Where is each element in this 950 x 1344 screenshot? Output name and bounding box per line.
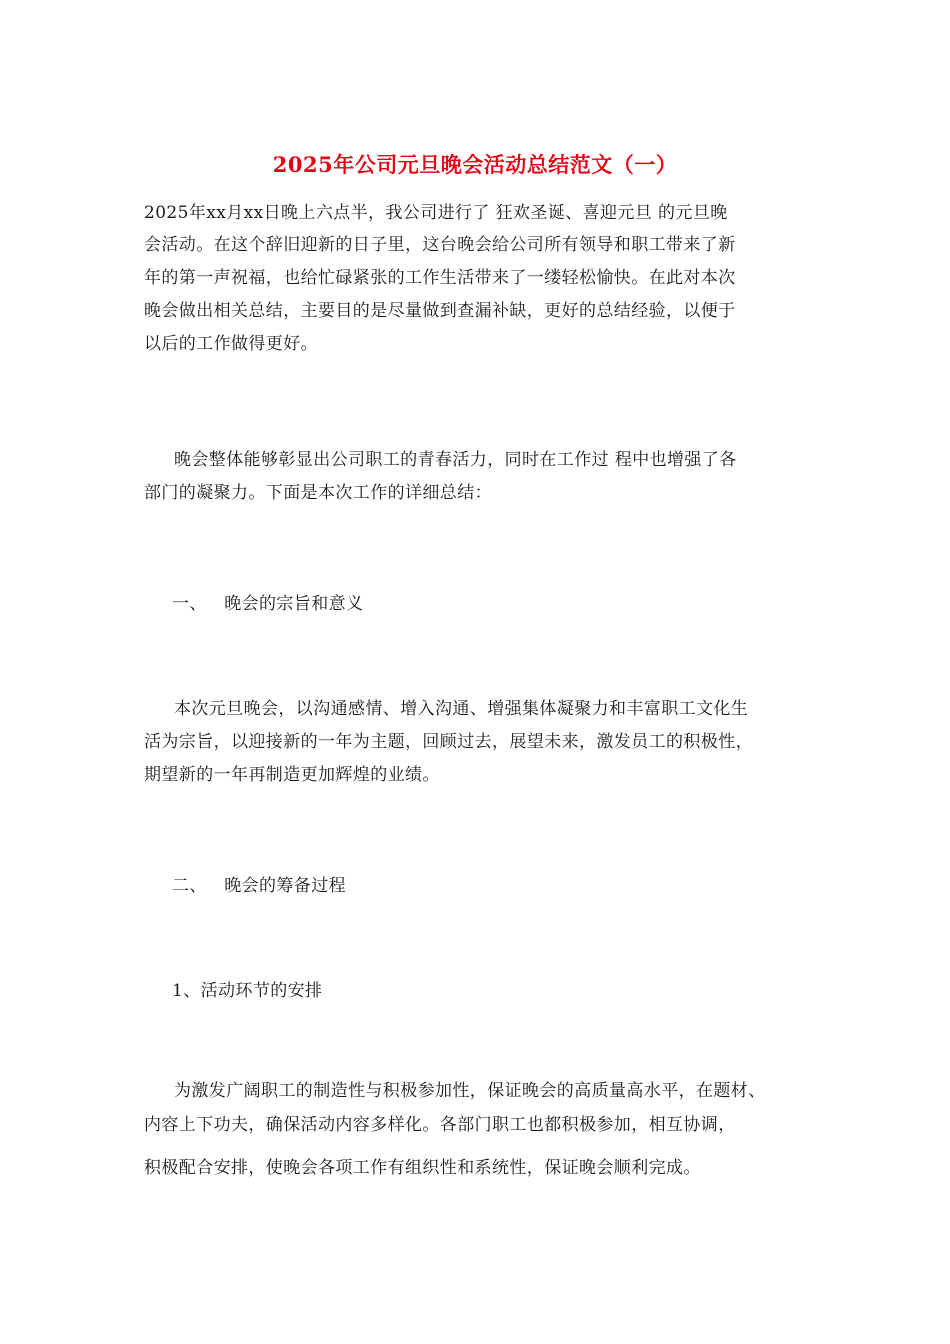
intro-line: 晚会做出相关总结，主要目的是尽量做到查漏补缺，更好的总结经验，以便于 (144, 301, 736, 321)
subsection1-line: 为激发广阔职工的制造性与积极参加性，保证晚会的高质量高水平，在题材、 (174, 1081, 766, 1101)
section1-heading: 一、 晚会的宗旨和意义 (172, 594, 364, 614)
intro-line: 以后的工作做得更好。 (144, 334, 318, 354)
section2-heading: 二、 晚会的筹备过程 (172, 876, 347, 896)
overview-line: 部门的凝聚力。下面是本次工作的详细总结： (144, 483, 492, 503)
intro-line: 2025年xx月xx日晚上六点半，我公司进行了 狂欢圣诞、喜迎元旦 的元旦晚 (144, 203, 728, 223)
document-title: 2025年公司元旦晚会活动总结范文（一） (272, 152, 678, 177)
subsection1-line: 积极配合安排，使晚会各项工作有组织性和系统性，保证晚会顺利完成。 (144, 1158, 701, 1178)
section1-line: 期望新的一年再制造更加辉煌的业绩。 (144, 765, 440, 785)
overview-line: 晚会整体能够彰显出公司职工的青春活力，同时在工作过 程中也增强了各 (174, 450, 737, 470)
subsection1-line: 内容上下功夫，确保活动内容多样化。各部门职工也都积极参加，相互协调， (144, 1115, 736, 1135)
intro-line: 年的第一声祝福，也给忙碌紧张的工作生活带来了一缕轻松愉快。在此对本次 (144, 268, 736, 288)
subsection1-heading: 1、活动环节的安排 (172, 981, 323, 1001)
section1-line: 本次元旦晚会，以沟通感情、增入沟通、增强集体凝聚力和丰富职工文化生 (174, 699, 749, 719)
intro-line: 会活动。在这个辞旧迎新的日子里，这台晚会给公司所有领导和职工带来了新 (144, 235, 736, 255)
section1-line: 活为宗旨，以迎接新的一年为主题，回顾过去，展望未来，激发员工的积极性， (144, 732, 753, 752)
